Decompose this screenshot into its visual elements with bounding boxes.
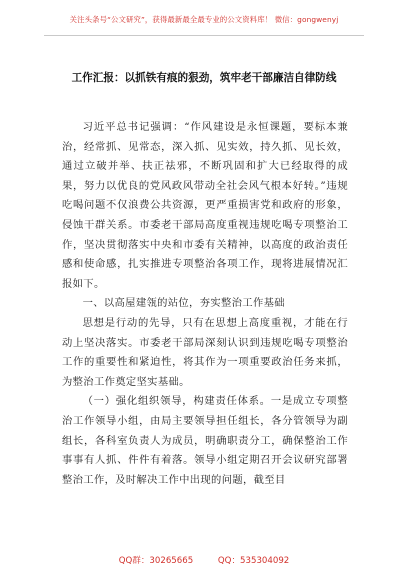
header-divider (44, 35, 364, 36)
footer-contact (0, 554, 408, 566)
section-heading-1: 一、以高屋建瓴的站位，夯实整治工作基础 (82, 297, 285, 310)
header-banner: 关注头条号“公文研究”，获得最新最全最专业的公文资料库！ 微信：gongwenyj (69, 15, 339, 24)
footer-qq-group: QQ群：30265665 (118, 556, 194, 566)
document-body (62, 118, 348, 490)
section-1-paragraph: 思想是行动的先导，只有在思想上高度重视，才能在行动上坚决落实。市委老干部局深刻认识到违规吃喝专项整治工作的重要性和紧迫性，将其作为一项重要政治任务来抓，为整治工作奠定坚实基础。 (62, 316, 348, 388)
document-title: 工作汇报：以抓铁有痕的狠劲，筑牢老干部廉洁自律防线 (71, 72, 337, 84)
footer-qq-number: QQ：535304092 (217, 556, 290, 566)
subsection-1-paragraph: （一）强化组织领导，构建责任体系。一是成立专项整治工作领导小组，由局主要领导担任组长，各分管领导为副组长，各科室负责人为成员，明确职责分工，确保整治工作事事有人抓、件件有着落。领导小组定期召开会议研究部署整治工作，及时解决工作中出现的问题，截至目 (62, 395, 348, 486)
intro-paragraph: 习近平总书记强调：“作风建设是永恒课题，要标本兼治，经常抓、见常态，深入抓、见实效，持久抓、见长效，通过立破并举、扶正祛邪，不断巩固和扩大已经取得的成果，努力以优良的党风政风带动全社会风气根本好转。”违规吃喝问题不仅浪费公共资源，更严重损害党和政府的形象，侵蚀干群关系。市委老干部局高度重视违规吃喝专项整治工作，坚决贯彻落实中央和市委有关精神，以高度的政治责任感和使命感，扎实推进专项整治各项工作，现将进展情况汇报如下。 (62, 121, 348, 290)
